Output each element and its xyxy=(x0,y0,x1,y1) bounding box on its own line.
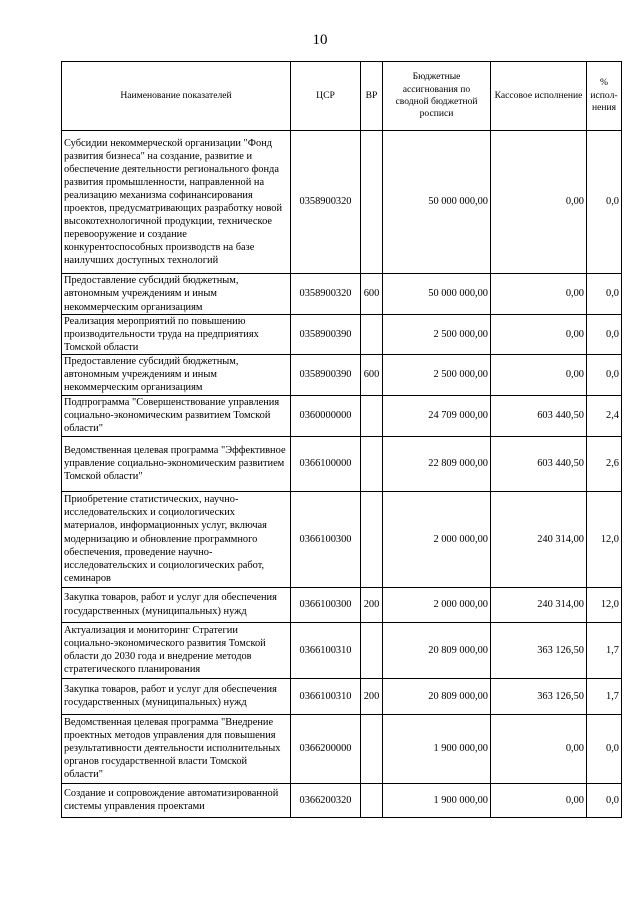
row-budget: 50 000 000,00 xyxy=(383,131,491,274)
header-percent: % испол-нения xyxy=(587,62,622,131)
row-csr: 0358900390 xyxy=(291,315,361,355)
row-cash: 0,00 xyxy=(491,274,587,315)
table-row xyxy=(62,395,622,436)
row-vr xyxy=(361,491,383,587)
row-name: Актуализация и мониторинг Стратегии социально-экономического развития Томской области до 2030 года и внедрение методов стратегического планирования xyxy=(62,622,291,678)
row-name: Предоставление субсидий бюджетным, автономным учреждениям и иным некоммерческим организациям xyxy=(62,274,291,315)
row-csr: 0366100310 xyxy=(291,678,361,714)
row-budget: 20 809 000,00 xyxy=(383,622,491,678)
row-budget: 1 900 000,00 xyxy=(383,714,491,783)
row-vr: 600 xyxy=(361,355,383,395)
row-vr xyxy=(361,131,383,274)
table-row xyxy=(62,131,622,274)
row-percent: 12,0 xyxy=(587,587,622,622)
row-percent: 12,0 xyxy=(587,491,622,587)
row-cash: 0,00 xyxy=(491,315,587,355)
row-name: Субсидии некоммерческой организации "Фонд развития бизнеса" на создание, развитие и обеспечение деятельности регионального фонда развития промышленности, направленной на реализацию механизма софинансирования проектов, предусматривающих разработку новой высокотехнологичной продукции, техническое перевооружение и создание конкурентоспособных производств на базе наилучших доступных технологий xyxy=(62,131,291,274)
row-csr: 0358900320 xyxy=(291,131,361,274)
row-name: Создание и сопровождение автоматизированной системы управления проектами xyxy=(62,783,291,817)
row-percent: 0,0 xyxy=(587,355,622,395)
row-budget: 24 709 000,00 xyxy=(383,395,491,436)
row-vr xyxy=(361,622,383,678)
row-percent: 0,0 xyxy=(587,714,622,783)
row-percent: 0,0 xyxy=(587,131,622,274)
row-csr: 0366100000 xyxy=(291,436,361,491)
row-percent: 0,0 xyxy=(587,783,622,817)
header-csr: ЦСР xyxy=(291,62,361,131)
row-budget: 1 900 000,00 xyxy=(383,783,491,817)
row-cash: 363 126,50 xyxy=(491,678,587,714)
row-percent: 0,0 xyxy=(587,274,622,315)
row-name: Предоставление субсидий бюджетным, автономным учреждениям и иным некоммерческим организациям xyxy=(62,355,291,395)
table-row xyxy=(62,783,622,817)
row-cash: 0,00 xyxy=(491,714,587,783)
row-cash: 0,00 xyxy=(491,355,587,395)
row-vr: 200 xyxy=(361,678,383,714)
row-budget: 22 809 000,00 xyxy=(383,436,491,491)
row-vr: 200 xyxy=(361,587,383,622)
row-name: Подпрограмма "Совершенствование управления социально-экономическим развитием Томской области" xyxy=(62,395,291,436)
row-cash: 603 440,50 xyxy=(491,436,587,491)
row-budget: 20 809 000,00 xyxy=(383,678,491,714)
row-name: Закупка товаров, работ и услуг для обеспечения государственных (муниципальных) нужд xyxy=(62,678,291,714)
row-cash: 363 126,50 xyxy=(491,622,587,678)
page-number: 10 xyxy=(312,32,328,48)
row-csr: 0366100310 xyxy=(291,622,361,678)
row-csr: 0366200000 xyxy=(291,714,361,783)
row-csr: 0360000000 xyxy=(291,395,361,436)
row-cash: 0,00 xyxy=(491,131,587,274)
row-vr xyxy=(361,783,383,817)
header-cash: Кассовое исполнение xyxy=(491,62,587,131)
table-row xyxy=(62,622,622,678)
row-percent: 2,4 xyxy=(587,395,622,436)
table-row xyxy=(62,678,622,714)
row-vr xyxy=(361,315,383,355)
row-cash: 0,00 xyxy=(491,783,587,817)
budget-execution-table xyxy=(61,61,622,818)
table-header-row xyxy=(62,62,622,131)
row-budget: 2 000 000,00 xyxy=(383,587,491,622)
row-csr: 0366100300 xyxy=(291,491,361,587)
row-percent: 1,7 xyxy=(587,622,622,678)
row-name: Ведомственная целевая программа "Внедрение проектных методов управления для повышения результативности деятельности исполнительных органов государственной власти Томской области" xyxy=(62,714,291,783)
row-percent: 0,0 xyxy=(587,315,622,355)
row-cash: 240 314,00 xyxy=(491,491,587,587)
row-csr: 0366200320 xyxy=(291,783,361,817)
table-row xyxy=(62,315,622,355)
row-vr xyxy=(361,714,383,783)
header-vr: ВР xyxy=(361,62,383,131)
row-budget: 2 500 000,00 xyxy=(383,355,491,395)
row-csr: 0358900320 xyxy=(291,274,361,315)
table-row xyxy=(62,436,622,491)
header-budget: Бюджетные ассигнования по сводной бюджетной росписи xyxy=(383,62,491,131)
table-row xyxy=(62,355,622,395)
row-csr: 0358900390 xyxy=(291,355,361,395)
table-row xyxy=(62,491,622,587)
table-row xyxy=(62,587,622,622)
row-budget: 2 500 000,00 xyxy=(383,315,491,355)
table-row xyxy=(62,714,622,783)
row-csr: 0366100300 xyxy=(291,587,361,622)
row-name: Ведомственная целевая программа "Эффективное управление социально-экономическим развитием Томской области" xyxy=(62,436,291,491)
row-name: Приобретение статистических, научно-исследовательских и социологических материалов, информационных услуг, включая модернизацию и обновление программного обеспечения, проведение научно-исследовательских и социологических работ, семинаров xyxy=(62,491,291,587)
row-vr: 600 xyxy=(361,274,383,315)
row-percent: 1,7 xyxy=(587,678,622,714)
row-vr xyxy=(361,395,383,436)
row-budget: 50 000 000,00 xyxy=(383,274,491,315)
row-vr xyxy=(361,436,383,491)
header-name: Наименование показателей xyxy=(62,62,291,131)
row-cash: 240 314,00 xyxy=(491,587,587,622)
row-budget: 2 000 000,00 xyxy=(383,491,491,587)
row-name: Реализация мероприятий по повышению производительности труда на предприятиях Томской области xyxy=(62,315,291,355)
table-row xyxy=(62,274,622,315)
row-cash: 603 440,50 xyxy=(491,395,587,436)
row-name: Закупка товаров, работ и услуг для обеспечения государственных (муниципальных) нужд xyxy=(62,587,291,622)
row-percent: 2,6 xyxy=(587,436,622,491)
